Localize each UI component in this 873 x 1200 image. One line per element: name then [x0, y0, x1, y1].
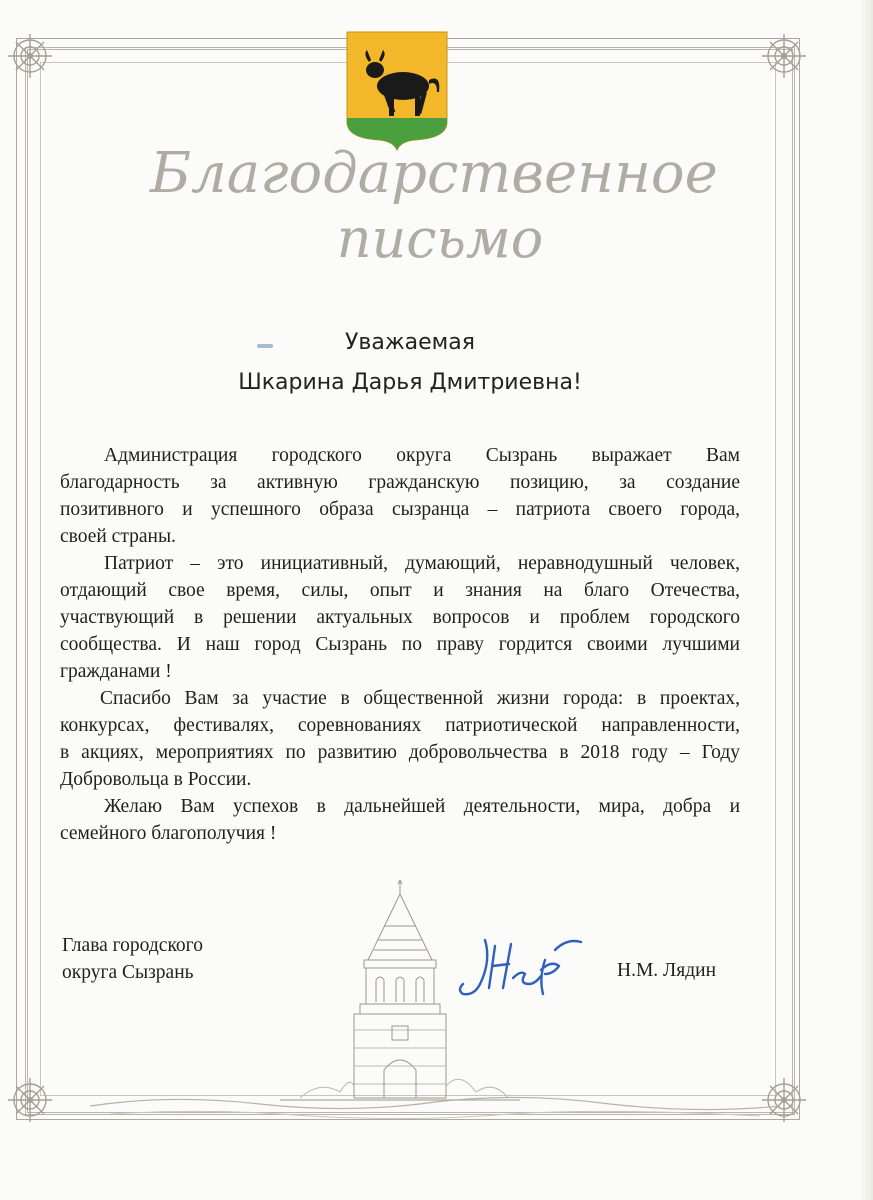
body-line: позитивного и успешного образа сызранца – патриота своего города,	[60, 499, 740, 520]
body-line: благодарность за активную гражданскую позицию, за создание	[60, 472, 740, 493]
body-line: семейного благополучия !	[60, 823, 277, 844]
body-line: Спасибо Вам за участие в общественной жизни города: в проектах,	[100, 688, 740, 709]
greeting-salutation: Уважаемая	[344, 330, 475, 355]
body-line: конкурсах, фестивалях, соревнованиях патриотической направленности,	[60, 715, 740, 736]
body-line: Администрация городского округа Сызрань выражает Вам	[104, 445, 740, 466]
corner-ornament-icon	[754, 26, 814, 86]
body-line: гражданами !	[60, 661, 172, 682]
signatory-name: Н.М. Лядин	[617, 960, 717, 981]
body-line: сообщества. И наш город Сызрань по праву гордится своими лучшими	[60, 634, 740, 655]
body-line: в акциях, мероприятиях по развитию добровольчества в 2018 году – Году	[60, 742, 740, 763]
body-line: Добровольца в России.	[60, 769, 252, 790]
corner-ornament-icon	[0, 1070, 60, 1130]
position-line-2: округа Сызрань	[62, 962, 194, 983]
document-heading	[130, 140, 718, 290]
heading-line-1: Благодарственное	[150, 141, 718, 206]
heading-line-2: письмо	[336, 207, 544, 270]
coat-of-arms-icon	[345, 30, 449, 152]
body-line: Патриот – это инициативный, думающий, неравнодушный человек,	[104, 553, 740, 574]
body-line: Желаю Вам успехов в дальнейшей деятельности, мира, добра и	[104, 796, 740, 817]
body-line: своей страны.	[60, 526, 176, 547]
corner-ornament-icon	[0, 26, 60, 86]
page-edge-shadow	[859, 0, 873, 1200]
body-line: участвующий в решении актуальных вопросов и проблем городского	[60, 607, 740, 628]
body-line: отдающий свое время, силы, опыт и знания на благо Отечества,	[60, 580, 740, 601]
position-line-1: Глава городского	[62, 935, 203, 956]
letter-body	[60, 442, 740, 847]
recipient-name: Шкарина Дарья Дмитриевна!	[238, 370, 582, 395]
ground-ornament-icon	[90, 1086, 780, 1126]
handwritten-signature-icon	[455, 930, 585, 1010]
signatory-position	[62, 932, 203, 986]
